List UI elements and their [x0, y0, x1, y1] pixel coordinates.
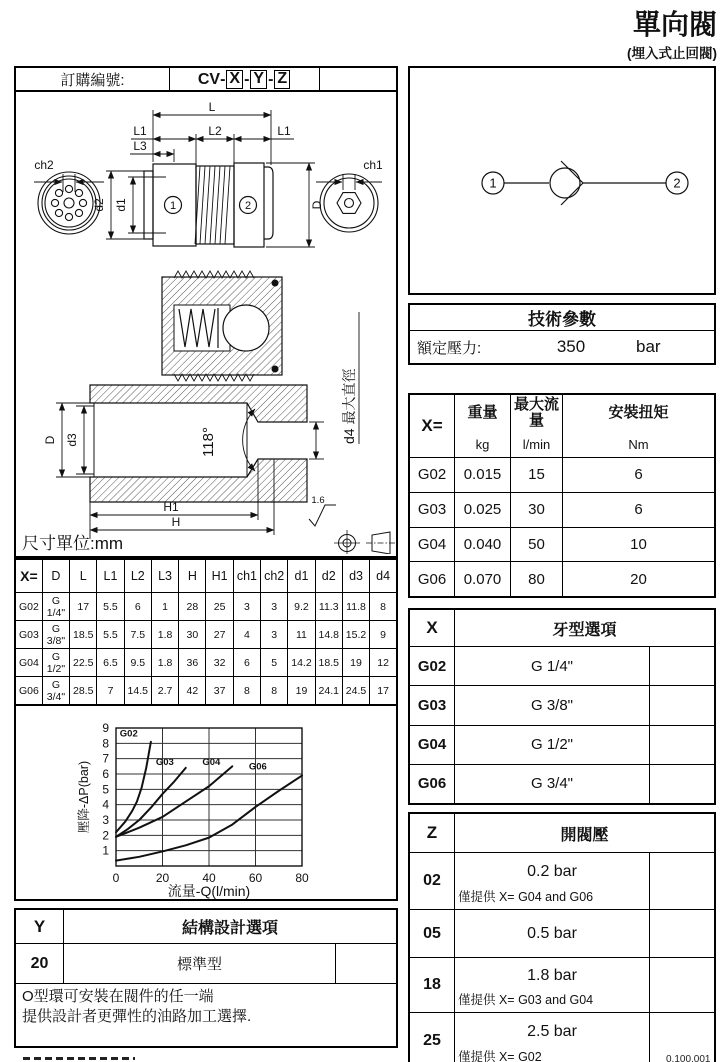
dim-col-header: d1: [288, 559, 315, 593]
spec-unit-kg: kg: [455, 431, 511, 457]
curve-label-G02: G02: [119, 728, 138, 740]
spec-row-value: 6: [563, 457, 714, 492]
dimension-table: [14, 558, 398, 706]
order-code-y: Y: [250, 70, 267, 89]
dim-label-d2: d2: [92, 198, 106, 212]
dim-table-cell: 9: [370, 621, 397, 649]
technical-parameters-table: [408, 303, 716, 365]
dim-table-cell: 8: [370, 593, 397, 621]
thread-row-value: G 1/4": [455, 646, 650, 685]
dim-table-cell: 6: [124, 593, 151, 621]
cracking-row-value: 0.5 bar: [527, 924, 577, 942]
spec-row-value: 0.040: [455, 527, 511, 562]
spec-row-code: G06: [410, 561, 455, 596]
projection-symbol: [334, 530, 396, 554]
dim-label-d4: d4 最大直徑: [341, 368, 357, 444]
dim-col-header: H1: [206, 559, 233, 593]
design-title: 結構設計選項: [64, 910, 396, 944]
hydraulic-symbol-box: [408, 66, 716, 295]
design-footnote: [16, 984, 396, 1046]
thread-row-code: G02: [410, 646, 455, 685]
curve-G02: [116, 742, 151, 832]
chart-y-tick-label: 9: [102, 721, 109, 735]
dim-col-header: L1: [97, 559, 124, 593]
side-view-body: [144, 163, 273, 247]
chart-y-tick-label: 8: [102, 736, 109, 751]
o-ring-bottom: [272, 366, 279, 373]
spec-header-weight: 重量: [455, 395, 511, 431]
dim-table-cell: G02: [15, 593, 42, 621]
spec-row-value: 0.015: [455, 457, 511, 492]
spec-corner: X=: [410, 395, 455, 457]
cracking-row-empty: [650, 909, 714, 957]
rated-pressure-row: [410, 331, 714, 363]
dim-col-header: d3: [342, 559, 369, 593]
dim-table-cell: 22.5: [70, 649, 97, 677]
thread-row-empty: [650, 764, 714, 803]
technical-drawing: [16, 92, 396, 554]
dim-table-cell: 14.2: [288, 649, 315, 677]
chart-y-axis-label: 壓降-ΔP(bar): [77, 760, 91, 834]
dim-col-header: H: [179, 559, 206, 593]
design-code: 20: [16, 944, 64, 984]
dim-table-cell: 9.2: [288, 593, 315, 621]
thread-row-code: G04: [410, 725, 455, 764]
thread-corner: X: [410, 610, 455, 646]
cracking-row-value-cell: [455, 1012, 650, 1062]
dim-col-header: X=: [15, 559, 42, 593]
roughness-value: 1.6: [311, 495, 325, 506]
spec-row-value: 0.025: [455, 492, 511, 527]
curve-G03: [116, 768, 186, 837]
spec-table: [408, 393, 716, 598]
thread-row-empty: [650, 725, 714, 764]
order-sep: -: [268, 70, 274, 88]
spec-row-value: 15: [511, 457, 563, 492]
spec-row-code: G04: [410, 527, 455, 562]
dim-table-cell: G04: [15, 649, 42, 677]
design-option-table: [14, 908, 398, 1048]
dim-header-row: [15, 559, 397, 593]
dim-label-L1: L1: [133, 124, 147, 138]
dim-table-cell: 11: [288, 621, 315, 649]
dim-table-cell: 3: [261, 593, 288, 621]
symbol-ball: [550, 168, 580, 198]
order-prefix: CV: [197, 70, 221, 88]
spec-row-value: 30: [511, 492, 563, 527]
dim-table-cell: 25: [206, 593, 233, 621]
dim-table-cell: 11.3: [315, 593, 342, 621]
dim-table-cell: 1.8: [151, 649, 178, 677]
dim-table-cell: 14.8: [315, 621, 342, 649]
d4-note: [341, 312, 359, 444]
chart-y-tick-label: 2: [102, 828, 109, 843]
chart-x-tick-label: 60: [248, 871, 263, 885]
thread-row-code: G03: [410, 685, 455, 724]
design-value: 標準型: [64, 944, 336, 984]
cracking-row-empty: [650, 957, 714, 1012]
check-valve-symbol: [410, 68, 714, 293]
dim-label-D: D: [310, 200, 324, 210]
chart-x-tick-label: 0: [112, 871, 120, 885]
dim-table-cell: 17: [370, 677, 397, 706]
dim-table-cell: G06: [15, 677, 42, 706]
cracking-title: 開閥壓: [455, 814, 714, 852]
pressure-drop-chart: [16, 706, 396, 899]
rated-pressure-value: 350: [556, 337, 586, 356]
dim-table-cell: 19: [342, 649, 369, 677]
chart-x-tick-label: 80: [295, 871, 309, 885]
cracking-row-code: 02: [410, 852, 455, 909]
dim-table-row: [15, 649, 397, 677]
o-ring-top: [272, 280, 279, 287]
chart-x-axis-label: 流量-Q(l/min): [167, 883, 251, 899]
dim-table-cell: 18.5: [315, 649, 342, 677]
end-view-left: [38, 172, 100, 234]
cracking-row-value: 1.8 bar: [527, 967, 577, 984]
thread-row-value: G 3/4": [455, 764, 650, 803]
dimension-drawing-box: [14, 90, 398, 558]
dim-table-cell: 4: [233, 621, 260, 649]
dim-table-cell: 2.7: [151, 677, 178, 706]
dim-table-cell: 6.5: [97, 649, 124, 677]
dim-col-header: ch1: [233, 559, 260, 593]
dim-table-cell: 5.5: [97, 621, 124, 649]
order-label: 訂購編號:: [16, 68, 170, 91]
dim-table-cell: 12: [370, 649, 397, 677]
dim-label-L3: L3: [133, 139, 147, 153]
title-block: [627, 10, 717, 62]
dim-table-cell: 5: [261, 649, 288, 677]
order-sep: -: [220, 70, 226, 88]
rated-pressure-label: 額定壓力:: [417, 339, 482, 357]
dim-table-cell: 17: [70, 593, 97, 621]
cracking-row-note: 僅提供 X= G03 and G04: [458, 993, 594, 1007]
dim-label-ch2: ch2: [34, 158, 54, 172]
spec-unit-nm: Nm: [563, 431, 714, 457]
footer-right-code: 0.100.001: [666, 1054, 711, 1062]
tech-params-title: 技術參數: [410, 305, 714, 331]
dim-table-cell: 37: [206, 677, 233, 706]
dim-col-header: d4: [370, 559, 397, 593]
design-footnote-line1: O型環可安裝在閥件的任一端: [22, 988, 214, 1005]
cracking-row-note: 僅提供 X= G04 and G06: [458, 890, 594, 904]
dim-label-d3: d3: [65, 433, 79, 447]
cracking-row-code: 05: [410, 909, 455, 957]
port1-number: 1: [169, 200, 177, 212]
dim-table-cell: 18.5: [70, 621, 97, 649]
symbol-port2-number: 2: [673, 175, 681, 191]
dim-table-cell: G 1/4": [42, 593, 69, 621]
dim-label-ch1: ch1: [363, 158, 383, 172]
thread-title: 牙型選項: [455, 610, 714, 646]
chart-y-tick-label: 4: [102, 797, 109, 812]
cracking-pressure-table: [408, 812, 716, 1062]
dim-table-cell: 14.5: [124, 677, 151, 706]
unit-note: 尺寸單位:mm: [22, 534, 124, 553]
valve-ball: [223, 305, 269, 351]
order-code-z: Z: [274, 70, 290, 89]
cavity-view: [90, 385, 307, 502]
spec-row-code: G03: [410, 492, 455, 527]
dim-table-cell: 1: [151, 593, 178, 621]
dim-table-cell: 11.8: [342, 593, 369, 621]
dim-table-cell: 24.1: [315, 677, 342, 706]
dim-table-cell: G 3/8": [42, 621, 69, 649]
spec-row-code: G02: [410, 457, 455, 492]
order-code: [170, 68, 320, 91]
order-code-box: [14, 66, 398, 93]
dim-label-angle: 118°: [200, 427, 217, 457]
spec-row-value: 0.070: [455, 561, 511, 596]
dim-table-cell: 7: [97, 677, 124, 706]
chart-y-tick-label: 1: [102, 843, 109, 858]
dim-label-D-cavity: D: [43, 435, 57, 445]
order-sep: -: [244, 70, 250, 88]
chart-y-tick-label: 3: [102, 813, 109, 827]
thread-row-code: G06: [410, 764, 455, 803]
dim-col-header: L: [70, 559, 97, 593]
spec-header-maxflow: 最大流量: [511, 395, 563, 431]
curve-G04: [116, 766, 232, 837]
design-footnote-line2: 提供設計者更彈性的油路加工選擇.: [22, 1008, 252, 1026]
thread-row-empty: [650, 646, 714, 685]
curve-label-G06: G06: [248, 761, 267, 773]
pressure-drop-chart-box: [14, 704, 398, 901]
dim-table-row: [15, 677, 397, 706]
dim-col-header: d2: [315, 559, 342, 593]
dim-table-cell: G 1/2": [42, 649, 69, 677]
roughness-symbol: [309, 505, 336, 526]
dim-col-header: L3: [151, 559, 178, 593]
design-empty-cell: [336, 944, 396, 984]
thread-row-empty: [650, 685, 714, 724]
dim-label-L2: L2: [208, 124, 222, 138]
dim-table-cell: 19: [288, 677, 315, 706]
dim-label-d1: d1: [114, 198, 128, 212]
cracking-row-value-cell: [455, 852, 650, 909]
footer-left-fragment: [23, 1057, 135, 1060]
dim-table-cell: 36: [179, 649, 206, 677]
cross-section-view: [162, 271, 282, 381]
cracking-row-code: 18: [410, 957, 455, 1012]
dim-label-L: L: [208, 100, 216, 114]
thread-row-value: G 3/8": [455, 685, 650, 724]
cracking-row-empty: [650, 852, 714, 909]
dim-table-cell: 3: [261, 621, 288, 649]
page-subtitle: (埋入式止回閥): [627, 45, 717, 61]
spec-header-torque: 安裝扭矩: [563, 395, 714, 431]
spec-row-value: 20: [563, 561, 714, 596]
dim-label-H1: H1: [163, 500, 179, 514]
dim-label-L1-right: L1: [277, 124, 291, 138]
cracking-row-value-cell: [455, 957, 650, 1012]
dim-table-cell: 1.8: [151, 621, 178, 649]
thread-option-table: [408, 608, 716, 805]
cracking-row-value-cell: [455, 909, 650, 957]
thread-row-value: G 1/2": [455, 725, 650, 764]
chart-y-tick-label: 5: [102, 782, 109, 797]
dim-table-cell: 27: [206, 621, 233, 649]
dim-table-cell: 3: [233, 593, 260, 621]
chart-x-tick-label: 40: [202, 871, 216, 885]
cracking-row-value: 0.2 bar: [527, 863, 577, 880]
end-view-right: [320, 174, 378, 232]
dim-table-cell: 28: [179, 593, 206, 621]
symbol-port1-number: 1: [489, 175, 497, 191]
cracking-row-code: 25: [410, 1012, 455, 1062]
dim-table-cell: 7.5: [124, 621, 151, 649]
dim-table-cell: 8: [233, 677, 260, 706]
rated-pressure-unit: bar: [636, 337, 661, 356]
dim-table-cell: 6: [233, 649, 260, 677]
dim-col-header: L2: [124, 559, 151, 593]
cracking-row-value: 2.5 bar: [527, 1023, 577, 1040]
spec-row-value: 80: [511, 561, 563, 596]
dim-table-row: [15, 621, 397, 649]
curve-label-G04: G04: [202, 756, 221, 768]
chart-x-tick-label: 20: [155, 871, 170, 885]
dim-table-cell: 15.2: [342, 621, 369, 649]
dim-table-cell: 28.5: [70, 677, 97, 706]
dim-table-cell: 24.5: [342, 677, 369, 706]
cracking-row-note: 僅提供 X= G02: [458, 1050, 542, 1062]
dim-table-cell: 42: [179, 677, 206, 706]
dim-table-cell: G 3/4": [42, 677, 69, 706]
dim-col-header: D: [42, 559, 69, 593]
dim-table-cell: G03: [15, 621, 42, 649]
dim-table-cell: 8: [261, 677, 288, 706]
dim-table-cell: 9.5: [124, 649, 151, 677]
order-empty-cell: [320, 68, 396, 91]
dim-table-cell: 32: [206, 649, 233, 677]
cracking-corner: Z: [410, 814, 455, 852]
design-corner: Y: [16, 910, 64, 944]
port2-number: 2: [244, 200, 252, 212]
curve-label-G03: G03: [155, 756, 174, 768]
chart-y-tick-label: 6: [102, 767, 109, 781]
dim-col-header: ch2: [261, 559, 288, 593]
side-view-labels: [34, 100, 383, 212]
spec-unit-lmin: l/min: [511, 431, 563, 457]
spec-row-value: 50: [511, 527, 563, 562]
dim-table-cell: 30: [179, 621, 206, 649]
spec-row-value: 10: [563, 527, 714, 562]
page-title: 單向閥: [632, 9, 717, 40]
dim-label-H: H: [171, 515, 181, 529]
order-code-x: X: [226, 70, 243, 89]
dim-table-cell: 5.5: [97, 593, 124, 621]
dim-table-row: [15, 593, 397, 621]
spec-row-value: 6: [563, 492, 714, 527]
chart-y-tick-label: 7: [102, 751, 109, 766]
